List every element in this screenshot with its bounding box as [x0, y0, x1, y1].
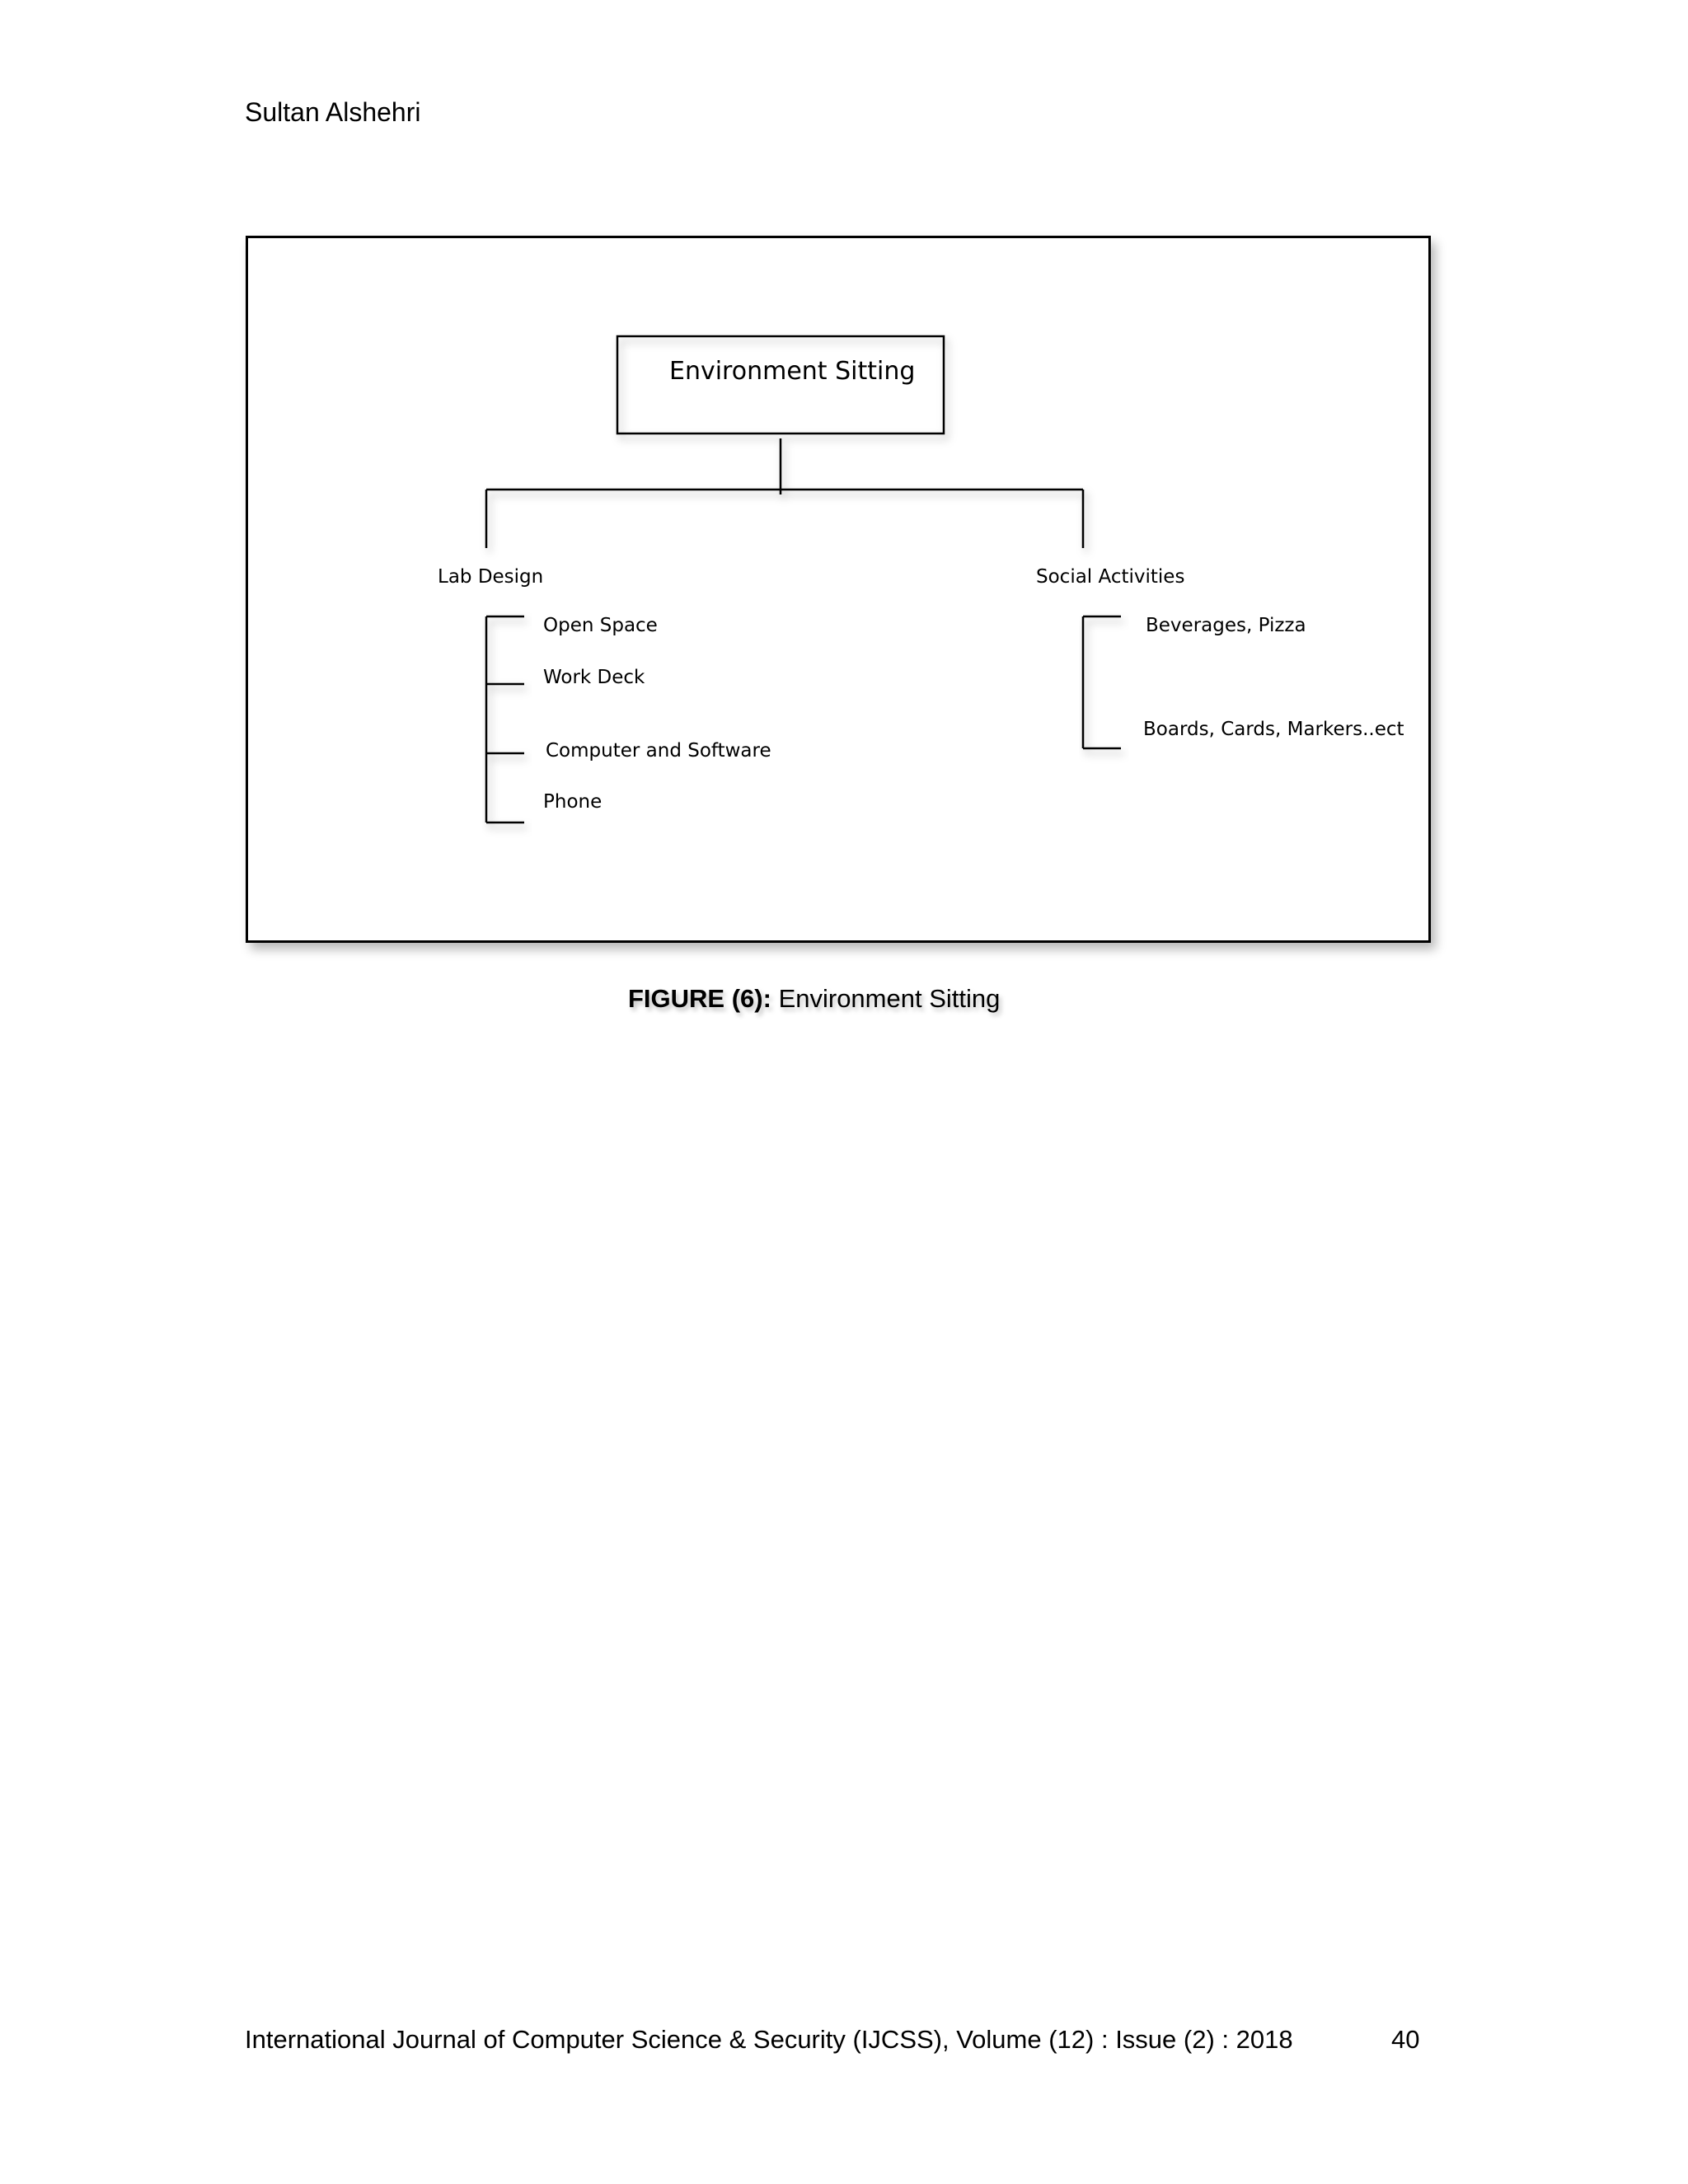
- branch-label-lab-design: Lab Design: [438, 566, 544, 588]
- lab-design-item-computer-software: Computer and Software: [546, 740, 771, 762]
- figure-caption: [628, 984, 1000, 1014]
- branch-label-social-activities: Social Activities: [1036, 566, 1185, 588]
- lab-design-item-work-deck: Work Deck: [543, 667, 645, 688]
- root-node-label: Environment Sitting: [669, 357, 916, 386]
- page-number: 40: [1391, 2025, 1420, 2054]
- journal-footer: International Journal of Computer Science & Security (IJCSS), Volume (12) : Issue (2) : 2018: [245, 2025, 1293, 2054]
- figure-caption-text: Environment Sitting: [778, 984, 1001, 1013]
- lab-design-item-open-space: Open Space: [543, 615, 658, 636]
- lab-design-item-phone: Phone: [543, 791, 603, 813]
- figure-frame: [246, 236, 1431, 943]
- figure-caption-label: FIGURE (6):: [628, 984, 771, 1013]
- social-item-beverages-pizza: Beverages, Pizza: [1146, 615, 1306, 636]
- running-head-author: Sultan Alshehri: [245, 97, 421, 127]
- social-item-boards-cards: Boards, Cards, Markers..ect: [1143, 719, 1404, 740]
